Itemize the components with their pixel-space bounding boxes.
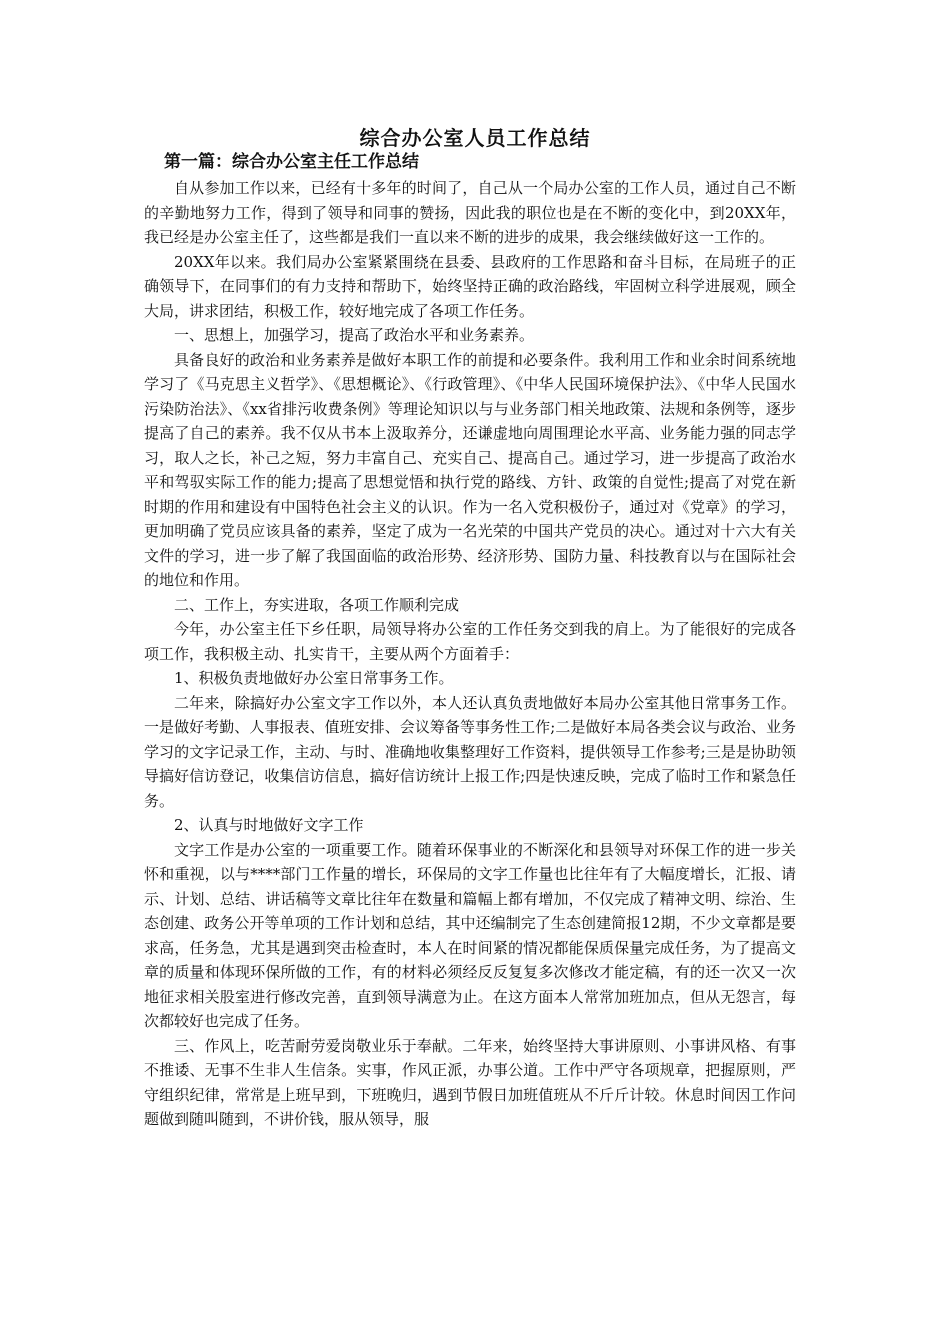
- paragraph: 今年，办公室主任下乡任职，局领导将办公室的工作任务交到我的肩上。为了能很好的完成各项工作，我积极主动、扎实肯干，主要从两个方面着手：: [144, 620, 796, 663]
- document-body: [144, 176, 796, 1132]
- paragraph: 文字工作是办公室的一项重要工作。随着环保事业的不断深化和县领导对环保工作的进一步关怀和重视，以与****部门工作量的增长，环保局的文字工作量也比往年有了大幅度增长，汇报、请示、计划、总结、讲话稿等文章比往年在数量和篇幅上都有增加，不仅完成了精神文明、综治、生态创建、政务公开等单项的工作计划和总结，其中还编制完了生态创建简报12期，不少文章都是要求高，任务急，尤其是遇到突击检查时，本人在时间紧的情况都能保质保量完成任务，为了提高文章的质量和体现环保所做的工作，有的材料必须经反反复复多次修改才能定稿，有的还一次又一次地征求相关股室进行修改完善，直到领导满意为止。在这方面本人常常加班加点，但从无怨言，每次都较好也完成了任务。: [144, 840, 796, 1030]
- paragraph: 二年来，除搞好办公室文字工作以外，本人还认真负责地做好本局办公室其他日常事务工作。一是做好考勤、人事报表、值班安排、会议筹备等事务性工作;二是做好本局各类会议与政治、业务学习的文字记录工作，主动、与时、准确地收集整理好工作资料，提供领导工作参考;三是是协助领导搞好信访登记，收集信访信息，搞好信访统计上报工作;四是快速反映，完成了临时工作和紧急任务。: [144, 693, 796, 810]
- paragraph: 具备良好的政治和业务素养是做好本职工作的前提和必要条件。我利用工作和业余时间系统地学习了《马克思主义哲学》、《思想概论》、《行政管理》、《中华人民国环境保护法》、《中华人民国水污染防治法》、《xx省排污收费条例》等理论知识以与与业务部门相关地政策、法规和条例等，逐步提高了自己的素养。我不仅从书本上汲取养分，还谦虚地向周围理论水平高、业务能力强的同志学习，取人之长，补己之短，努力丰富自己、充实自己、提高自己。通过学习，进一步提高了政治水平和驾驭实际工作的能力;提高了思想觉悟和执行党的路线、方针、政策的自觉性;提高了对党在新时期的作用和建设有中国特色社会主义的认识。作为一名入党积极份子，通过对《党章》的学习，更加明确了党员应该具备的素养，坚定了成为一名光荣的中国共产党员的决心。通过对十六大有关文件的学习，进一步了解了我国面临的政治形势、经济形势、国防力量、科技教育以与在国际社会的地位和作用。: [144, 350, 796, 589]
- section-heading: 第一篇：综合办公室主任工作总结: [164, 152, 419, 172]
- subheading: 2、认真与时地做好文字工作: [174, 816, 364, 834]
- subheading: 一、思想上，加强学习，提高了政治水平和业务素养。: [174, 326, 535, 344]
- document-title: 综合办公室人员工作总结: [359, 126, 591, 150]
- paragraph: 三、作风上，吃苦耐劳爱岗敬业乐于奉献。二年来，始终坚持大事讲原则、小事讲风格、有事不推诿、无事不生非人生信条。实事，作风正派，办事公道。工作中严守各项规章，把握原则，严守组织纪律，常常是上班早到，下班晚归，遇到节假日加班值班从不斤斤计较。休息时间因工作问题做到随叫随到，不讲价钱，服从领导，服: [144, 1036, 796, 1128]
- subheading: 1、积极负责地做好办公室日常事务工作。: [174, 669, 454, 687]
- paragraph: 自从参加工作以来，已经有十多年的时间了，自己从一个局办公室的工作人员，通过自己不断的辛勤地努力工作，得到了领导和同事的赞扬，因此我的职位也是在不断的变化中，到20XX年，我已经是办公室主任了，这些都是我们一直以来不断的进步的成果，我会继续做好这一工作的。: [144, 179, 796, 246]
- paragraph: 20XX年以来。我们局办公室紧紧围绕在县委、县政府的工作思路和奋斗目标，在局班子的正确领导下，在同事们的有力支持和帮助下，始终坚持正确的政治路线，牢固树立科学进展观，顾全大局，讲求团结，积极工作，较好地完成了各项工作任务。: [144, 252, 796, 320]
- subheading: 二、工作上，夯实进取，各项工作顺利完成: [174, 595, 460, 614]
